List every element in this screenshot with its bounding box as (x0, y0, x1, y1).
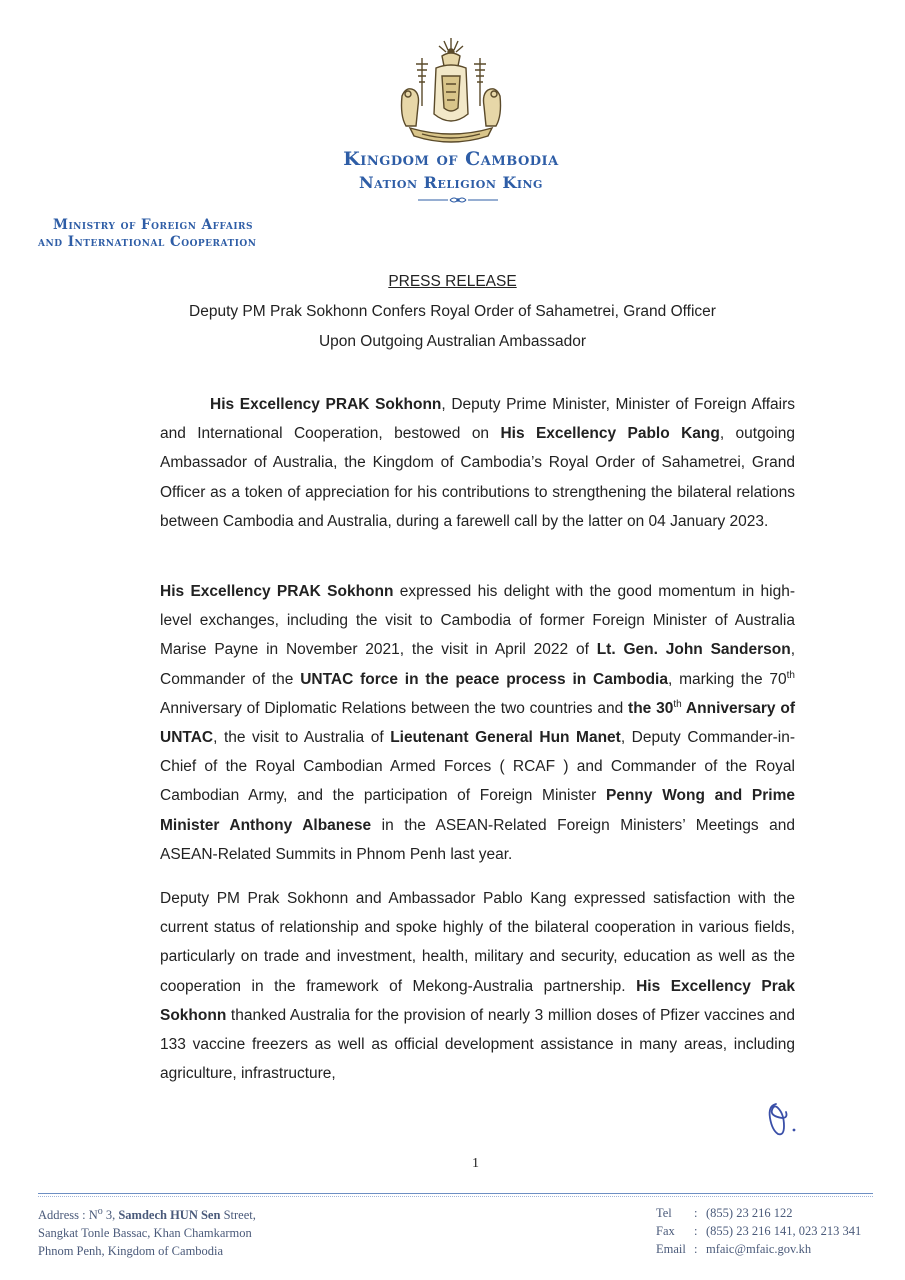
press-release-label: PRESS RELEASE (388, 273, 517, 290)
ministry-name-line-2: and International Cooperation (38, 234, 257, 250)
bold-phrase: the 30 (628, 699, 674, 717)
page-number: 1 (472, 1156, 479, 1171)
text-run: , Commander of the (160, 641, 795, 688)
bold-name: Penny Wong and Prime Minister Anthony Albanese (160, 787, 795, 834)
royal-coat-of-arms-emblem (392, 36, 510, 150)
footer-divider (38, 1193, 873, 1194)
bold-name: His Excellency Prak Sokhonn (160, 977, 795, 1024)
text-run: Deputy PM Prak Sokhonn and Ambassador Pablo Kang expressed satisfaction with the current status of relationship and spoke highly of the bilateral cooperation in various fields, particularly on trade and investment, health, military and security, education as well as the cooperation in the framework of Mekong-Australia partnership. (160, 890, 795, 995)
headline-line-1: Deputy PM Prak Sokhonn Confers Royal Order of Sahametrei, Grand Officer (189, 303, 716, 320)
text-run: , the visit to Australia of (213, 729, 391, 747)
text-run: , Deputy Prime Minister, Minister of Foreign Affairs and International Cooperation, bestowed on (160, 396, 796, 443)
text-run: , outgoing Ambassador of Australia, the Kingdom of Cambodia’s Royal Order of Sahametrei, Grand Officer as a token of appreciation for his contributions to strengthening the bilateral relations between Cambodia and Australia, during a farewell call by the latter on 04 January 2023. (160, 425, 795, 530)
bold-phrase: UNTAC force in the peace process in Cambodia (300, 670, 668, 688)
text-run: thanked Australia for the provision of nearly 3 million doses of Pfizer vaccines and 133 vaccine freezers as well as official development assistance in many areas, including agriculture, infrastructure, (160, 1006, 795, 1083)
text-run: , Deputy Commander-in-Chief of the Royal Cambodian Armed Forces ( RCAF ) and Commander of the Royal Cambodian Army, and the participation of Foreign Minister (160, 729, 795, 805)
bold-name: His Excellency Pablo Kang (500, 425, 720, 443)
footer-address (38, 1206, 256, 1260)
ordinal-suffix: th (673, 698, 682, 710)
text-run: expressed his delight with the good momentum in high-level exchanges, including the visit to Cambodia of former Foreign Minister of Australia Marise Payne in November 2021, the visit in April 2022 of (160, 583, 795, 659)
email-line: Email : mfaic@mfaic.gov.kh (656, 1242, 812, 1256)
address-line-1: Address : $N^o$ 3, Samdech HUN Sen Street, (38, 1205, 256, 1222)
text-run: Anniversary of Diplomatic Relations between the two countries and (160, 699, 629, 717)
bold-name: Lieutenant General Hun Manet (390, 729, 621, 747)
handwritten-initials (764, 1100, 804, 1142)
footer-contacts (656, 1204, 861, 1258)
tel-value: (855) 23 216 122 (706, 1206, 793, 1220)
national-motto: Nation Religion King (359, 173, 543, 192)
bold-name: Lt. Gen. John Sanderson (596, 641, 791, 659)
email-value: mfaic@mfaic.gov.kh (706, 1242, 812, 1256)
body-paragraph-1 (160, 390, 795, 536)
tel-line: Tel : (855) 23 216 122 (656, 1206, 793, 1220)
bold-phrase: Anniversary of UNTAC (160, 699, 795, 747)
address-line-2: Sangkat Tonle Bassac, Khan Chamkarmon (38, 1226, 252, 1240)
ordinal-suffix: th (786, 669, 795, 681)
fax-value: (855) 23 216 141, 023 213 341 (706, 1224, 862, 1238)
bold-name: His Excellency PRAK Sokhonn (210, 396, 442, 413)
ministry-name-line-1: Ministry of Foreign Affairs (53, 217, 254, 233)
bold-name: His Excellency PRAK Sokhonn (160, 583, 394, 600)
country-name: Kingdom of Cambodia (343, 148, 559, 170)
headline-line-2: Upon Outgoing Australian Ambassador (318, 333, 587, 350)
text-run: in the ASEAN-Related Foreign Ministers’ Meetings and ASEAN-Related Summits in Phnom Penh last year. (160, 816, 795, 863)
decorative-flourish (418, 195, 498, 205)
text-run: , marking the 70 (667, 670, 787, 688)
fax-line: Fax : (855) 23 216 141, 023 213 341 (656, 1224, 862, 1238)
body-paragraph-3 (160, 884, 795, 1088)
footer-divider-dotted (38, 1196, 873, 1197)
body-paragraph-2 (160, 577, 795, 869)
address-line-3: Phnom Penh, Kingdom of Cambodia (38, 1244, 224, 1258)
